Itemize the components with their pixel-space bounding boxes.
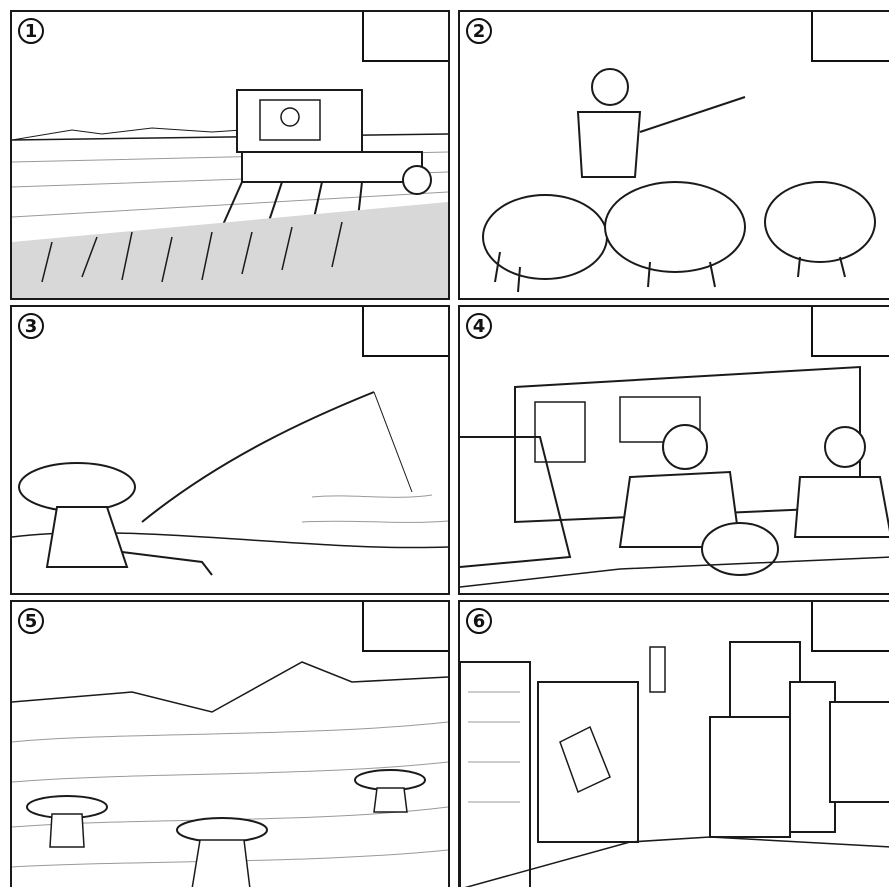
- panel-number-1: 1: [18, 18, 44, 44]
- panel-number-2: 2: [466, 18, 492, 44]
- panel-1: [10, 10, 450, 300]
- panel-number-5: 5: [18, 608, 44, 634]
- panel-6: [458, 600, 889, 887]
- answer-box-6[interactable]: [811, 600, 889, 652]
- panel-4: [458, 305, 889, 595]
- answer-box-4[interactable]: [811, 305, 889, 357]
- panel-number-6: 6: [466, 608, 492, 634]
- answer-box-5[interactable]: [362, 600, 450, 652]
- panel-5: [10, 600, 450, 887]
- panel-number-3: 3: [18, 313, 44, 339]
- panel-3: [10, 305, 450, 595]
- answer-box-2[interactable]: [811, 10, 889, 62]
- panel-number-4: 4: [466, 313, 492, 339]
- answer-box-1[interactable]: [362, 10, 450, 62]
- answer-box-3[interactable]: [362, 305, 450, 357]
- panel-2: [458, 10, 889, 300]
